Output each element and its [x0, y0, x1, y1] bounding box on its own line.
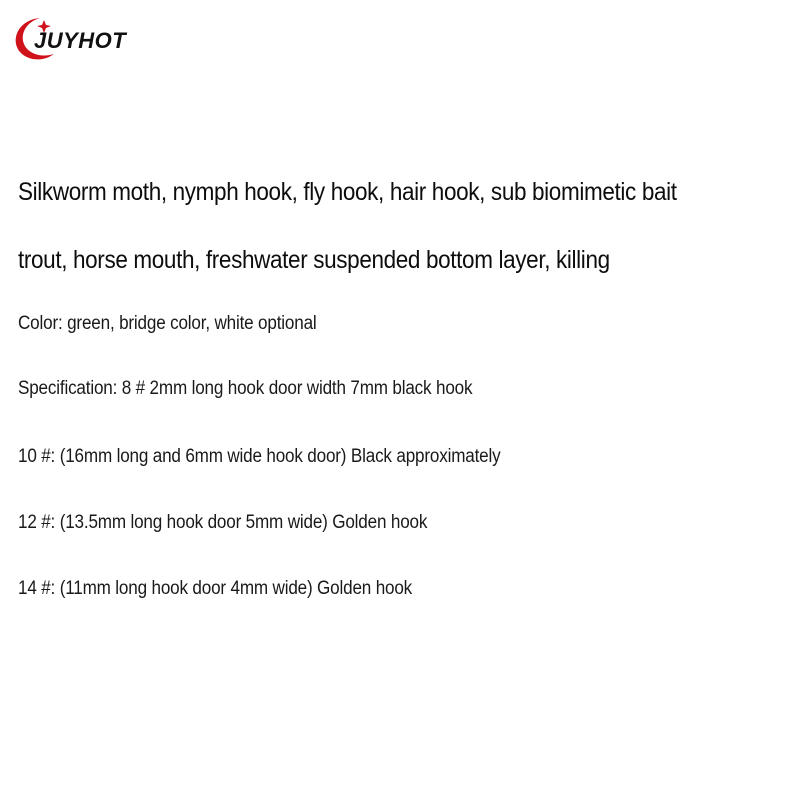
size-spec-14: 14 #: (11mm long hook door 4mm wide) Golden hook	[18, 578, 413, 599]
brand-logo-graphic	[10, 8, 160, 66]
size-spec-10: 10 #: (16mm long and 6mm wide hook door) Black approximately	[18, 446, 501, 467]
product-title-line-1: Silkworm moth, nymph hook, fly hook, hair hook, sub biomimetic bait	[18, 178, 677, 206]
size-spec-12: 12 #: (13.5mm long hook door 5mm wide) Golden hook	[18, 512, 428, 533]
size-spec-8: Specification: 8 # 2mm long hook door width 7mm black hook	[18, 378, 473, 399]
color-spec: Color: green, bridge color, white optional	[18, 313, 317, 334]
logo-wordmark: JUYHOT	[34, 28, 127, 53]
product-title-line-2: trout, horse mouth, freshwater suspended bottom layer, killing	[18, 246, 610, 274]
brand-logo	[10, 8, 160, 66]
